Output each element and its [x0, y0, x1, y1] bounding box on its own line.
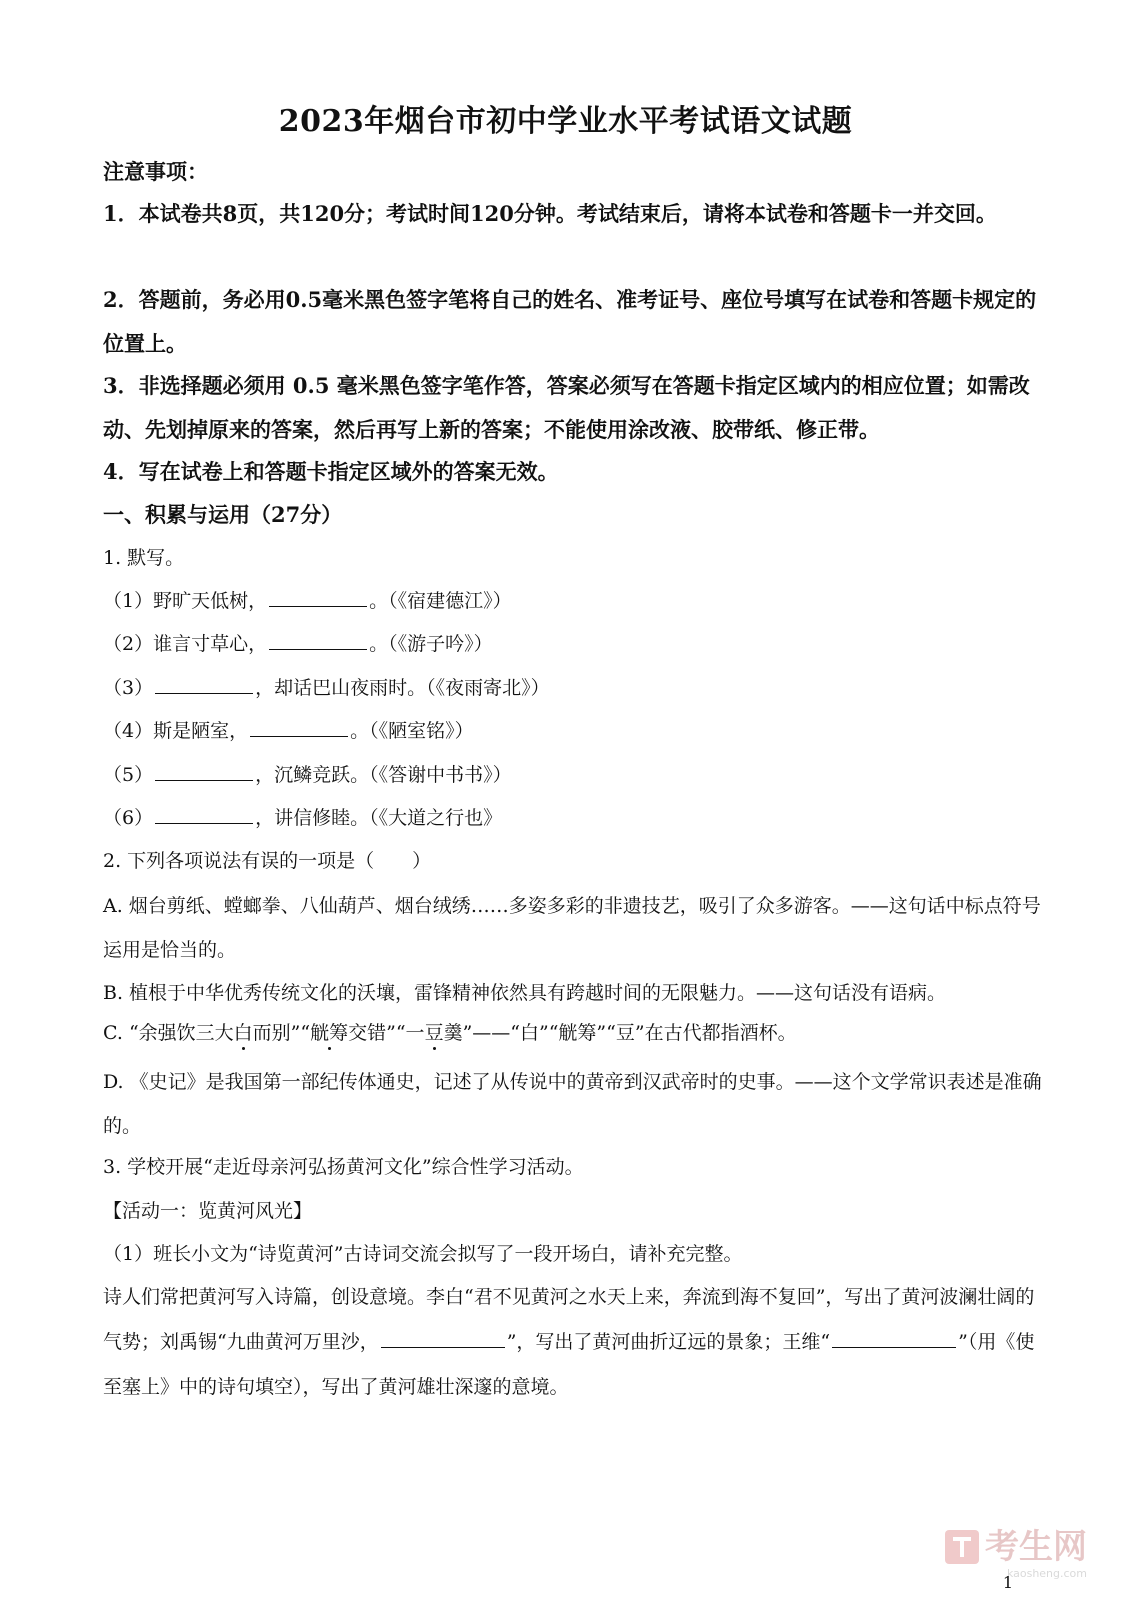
q1-item-after: ，却话巴山夜雨时。（《夜雨寄北》）	[255, 677, 550, 699]
answer-blank[interactable]	[381, 1323, 505, 1348]
answer-blank[interactable]	[250, 712, 348, 737]
notice-heading: 注意事项：	[103, 159, 208, 184]
q1-item-after: ，讲信修睦。（《大道之行也》	[255, 807, 503, 829]
dotted-char: 豆	[424, 1022, 444, 1044]
notice-item-3: 3．非选择题必须用 0.5 毫米黑色签字笔作答，答案必须写在答题卡指定区域内的相应位置；如需改动、先划掉原来的答案，然后再写上新的答案；不能使用涂改液、胶带纸、修正带。	[103, 373, 1030, 442]
q2-option-b: B. 植根于中华优秀传统文化的沃壤，雷锋精神依然具有跨越时间的无限魅力。——这句话没有语病。	[103, 982, 947, 1004]
q2-option-d: D. 《史记》是我国第一部纪传体通史，记述了从传说中的黄帝到汉武帝时的史事。——这个文学常识表述是准确的。	[103, 1071, 1042, 1137]
dotted-char: 白	[233, 1022, 253, 1044]
watermark-logo-icon	[945, 1530, 979, 1564]
q1-item-num: （4）	[103, 720, 154, 742]
option-c-text: 羹”——“白”“觥筹”“豆”在古代都指酒杯。	[443, 1022, 797, 1044]
dotted-char: 觥筹	[310, 1022, 349, 1044]
passage-text: ”，写出了黄河曲折辽远的景象；王维“	[506, 1331, 831, 1353]
activity-1-heading: 【活动一：览黄河风光】	[103, 1200, 313, 1222]
passage-text: ”（用《使至塞上》中的诗句填空），写出了黄河雄壮深邃的意境。	[103, 1331, 1035, 1398]
q1-item-num: （3）	[103, 677, 154, 699]
answer-blank[interactable]	[155, 756, 253, 781]
q1-item-1	[103, 579, 1043, 623]
answer-blank[interactable]	[269, 582, 367, 607]
page-number: 1	[1002, 1573, 1013, 1592]
q1-item-after: 。（《游子吟》）	[369, 633, 493, 655]
q3-passage	[103, 1275, 1043, 1410]
q1-item-after: 。（《宿建德江》）	[369, 590, 512, 612]
q1-item-num: （2）	[103, 633, 154, 655]
q1-item-num: （6）	[103, 807, 154, 829]
answer-blank[interactable]	[269, 625, 367, 650]
option-c-text: 而别”“	[252, 1022, 311, 1044]
q1-item-before: 斯是陋室，	[153, 720, 249, 742]
notice-item-1: 1．本试卷共8页，共120分；考试时间120分钟。考试结束后，请将本试卷和答题卡一并交回。	[103, 201, 997, 226]
watermark	[945, 1527, 1087, 1580]
q1-item-num: （5）	[103, 764, 154, 786]
answer-blank[interactable]	[832, 1323, 956, 1348]
q1-item-num: （1）	[103, 590, 154, 612]
page-title: 2023年烟台市初中学业水平考试语文试题	[278, 104, 853, 139]
notice-item-2: 2．答题前，务必用0.5毫米黑色签字笔将自己的姓名、准考证号、座位号填写在试卷和答题卡规定的位置上。	[103, 287, 1037, 356]
q1-item-after: 。（《陋室铭》）	[350, 720, 474, 742]
section-heading: 一、积累与运用（27分）	[103, 502, 343, 527]
question-3-stem: 3. 学校开展“走近母亲河弘扬黄河文化”综合性学习活动。	[103, 1156, 584, 1178]
passage-text: 诗人们常把黄河写入诗篇，创设意境。李白“君不见黄河之水天上来，奔流到海不复回”，写出了黄河波澜壮阔的气势；刘禹锡“九曲黄河万里沙，	[103, 1286, 1035, 1353]
q3-sub-1: （1）班长小文为“诗览黄河”古诗词交流会拟写了一段开场白，请补充完整。	[103, 1243, 743, 1265]
q1-item-2	[103, 622, 1043, 666]
q1-item-4	[103, 709, 1043, 753]
watermark-text: 考生网	[985, 1527, 1087, 1567]
q2-option-c	[103, 1011, 1043, 1055]
q1-item-before: 野旷天低树，	[153, 590, 268, 612]
answer-blank[interactable]	[155, 669, 253, 694]
answer-blank[interactable]	[155, 799, 253, 824]
q1-item-3	[103, 666, 1043, 710]
option-c-text: 交错”“一	[348, 1022, 425, 1044]
q1-item-5	[103, 753, 1043, 797]
question-2-stem: 2. 下列各项说法有误的一项是（ ）	[103, 850, 432, 872]
q1-item-6	[103, 796, 1043, 840]
watermark-site: kaosheng.com	[1006, 1567, 1087, 1580]
q1-item-before: 谁言寸草心，	[153, 633, 268, 655]
question-1-stem: 1. 默写。	[103, 547, 185, 569]
q2-option-a: A. 烟台剪纸、螳螂拳、八仙葫芦、烟台绒绣……多姿多彩的非遗技艺，吸引了众多游客。——这句话中标点符号运用是恰当的。	[103, 895, 1041, 961]
q1-item-after: ，沉鳞竞跃。（《答谢中书书》）	[255, 764, 512, 786]
option-c-text: C. “余强饮三大	[103, 1022, 234, 1044]
notice-item-4: 4．写在试卷上和答题卡指定区域外的答案无效。	[103, 459, 559, 484]
